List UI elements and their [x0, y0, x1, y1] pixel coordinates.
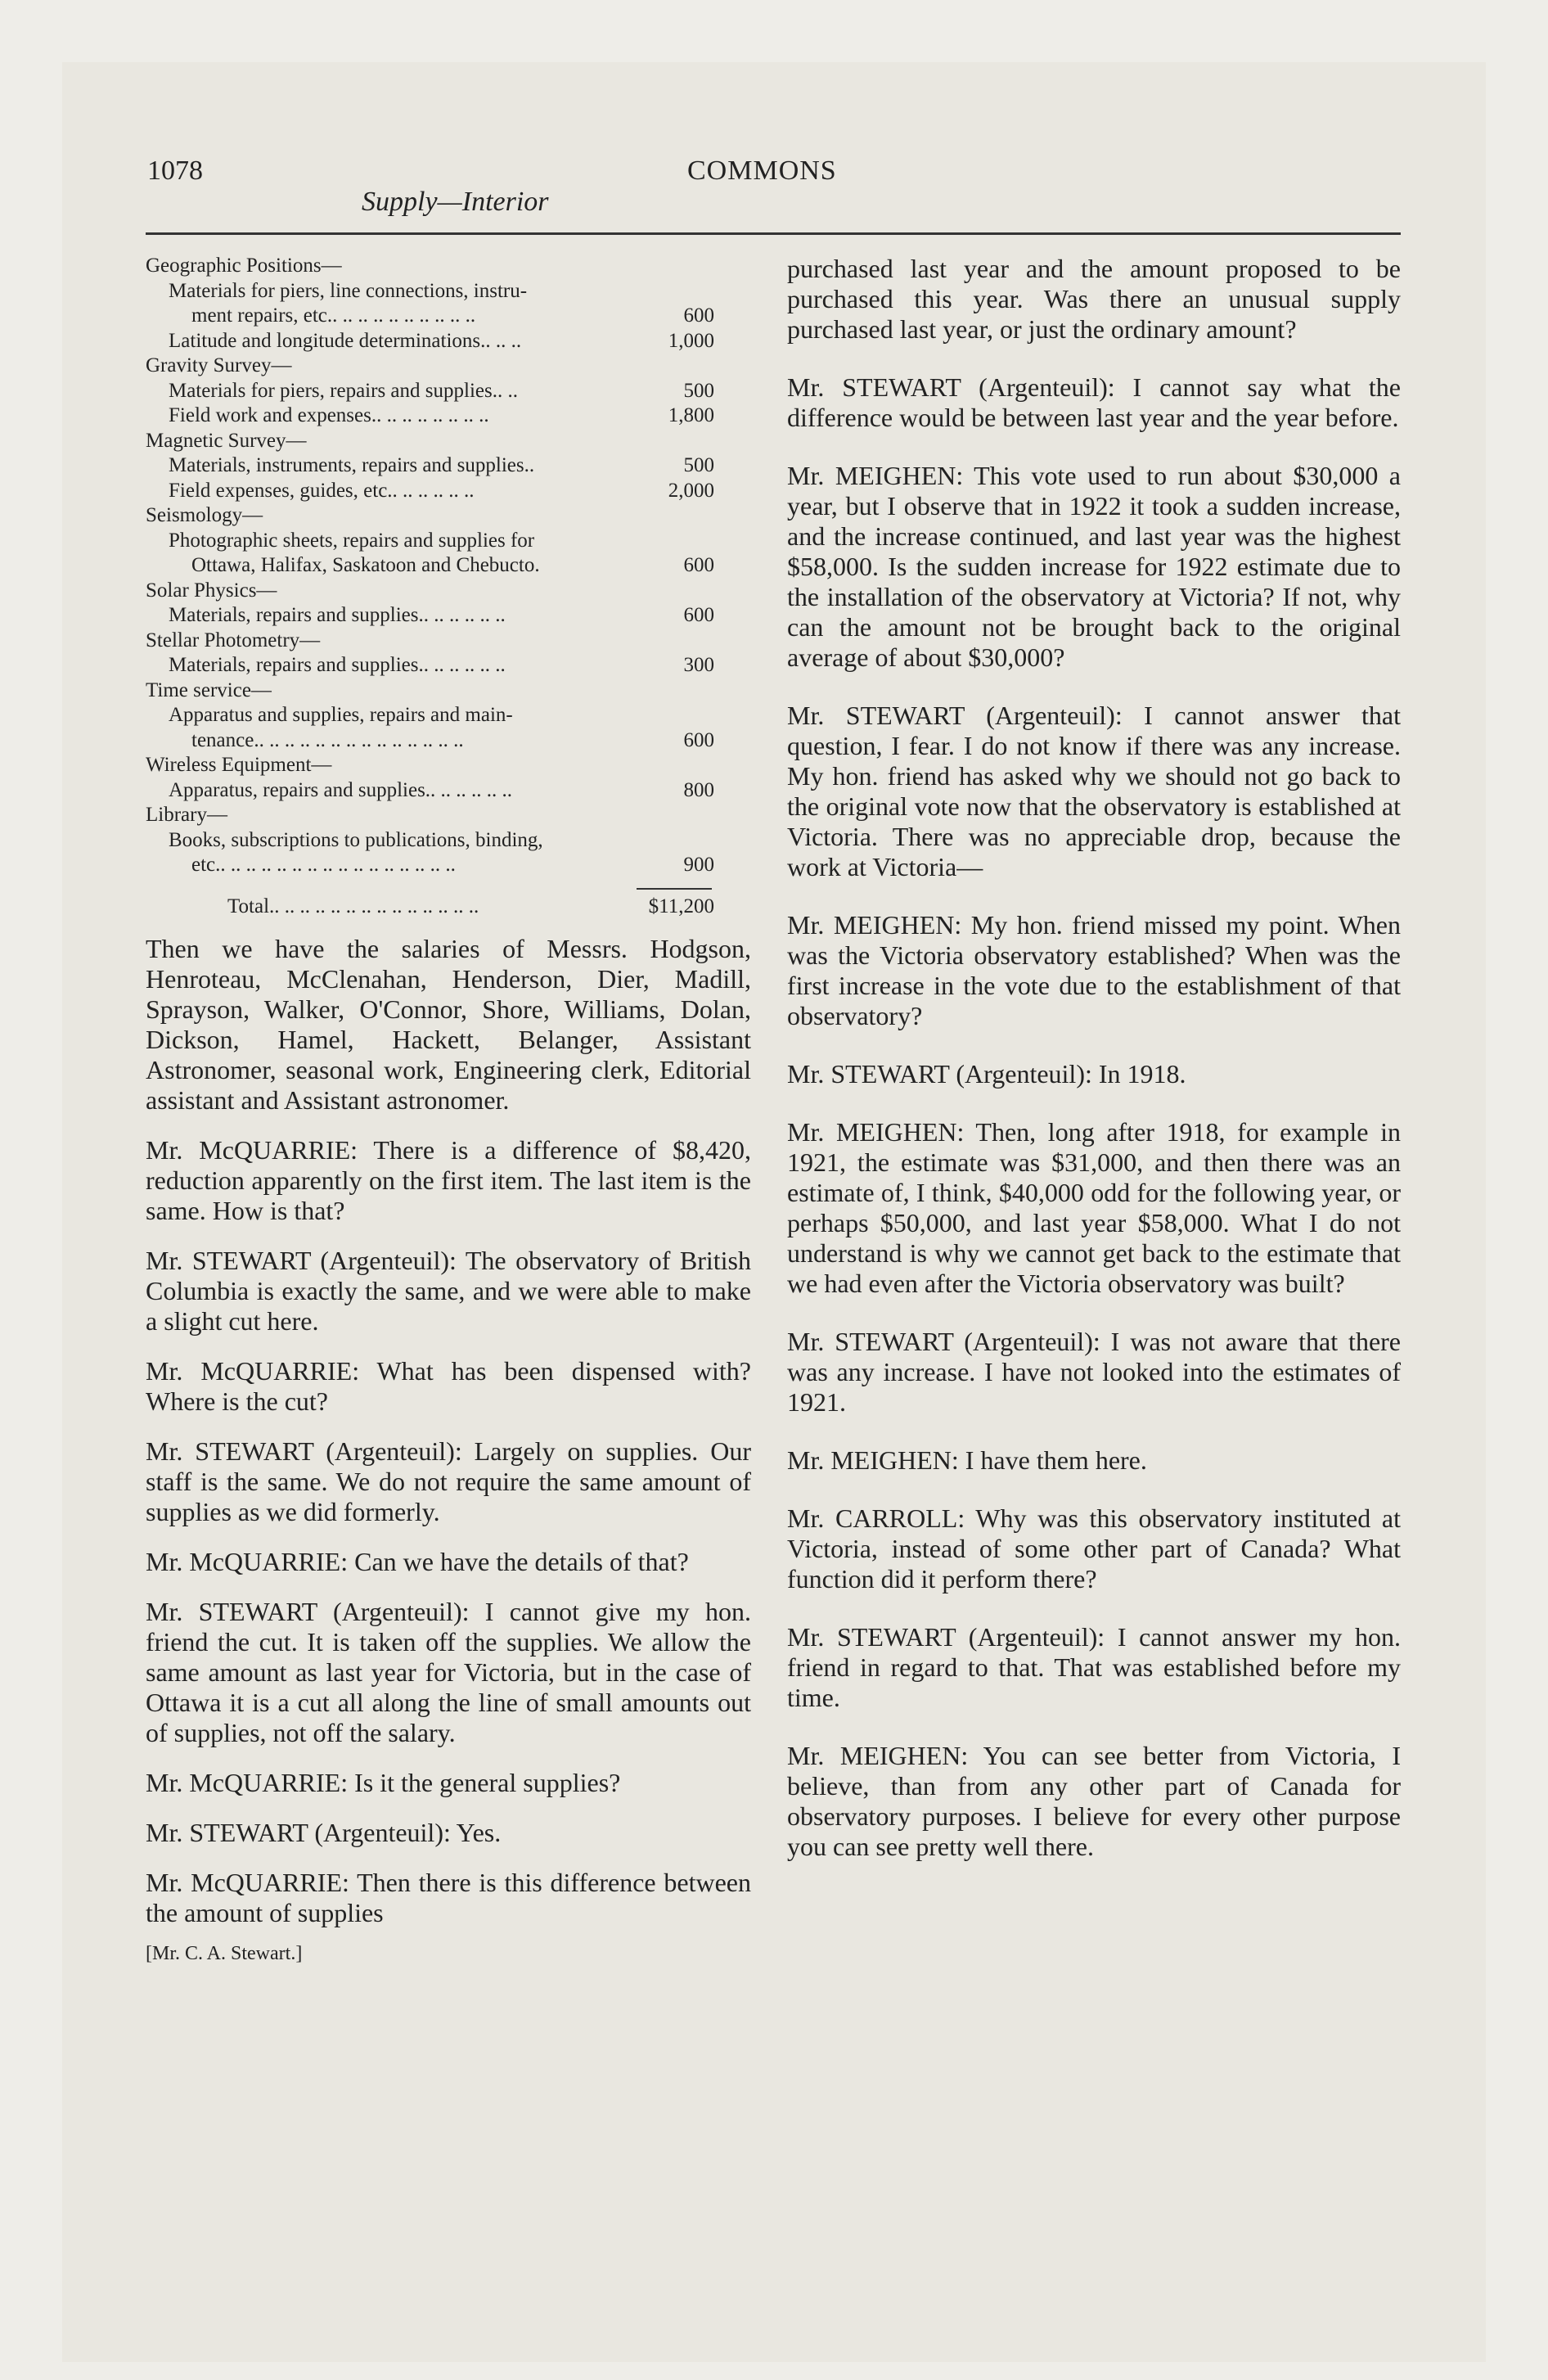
supply-item-amount: 2,000	[668, 479, 714, 502]
supply-row	[146, 778, 714, 804]
supply-row	[146, 403, 714, 429]
paper-title: COMMONS	[687, 156, 837, 186]
right-paragraphs	[787, 254, 1401, 1862]
paragraph: Mr. CARROLL: Why was this observatory instituted at Victoria, instead of some other part of Canada? What function did it perform there?	[787, 1503, 1401, 1593]
supply-item-label: Apparatus and supplies, repairs and main-	[169, 704, 513, 726]
supply-table	[146, 254, 714, 878]
supply-item-label: tenance.. .. .. .. .. .. .. .. .. .. .. .. .. ..	[191, 728, 464, 751]
paragraph: Mr. STEWART (Argenteuil): In 1918.	[787, 1059, 1186, 1089]
supply-row	[146, 429, 714, 454]
supply-item-label: Materials, repairs and supplies.. .. .. .. .. ..	[169, 654, 506, 676]
paragraph: Mr. STEWART (Argenteuil): I cannot say what the difference would be between last year and the year before.	[787, 372, 1401, 432]
supply-item-label: ment repairs, etc.. .. .. .. .. .. .. .. .. ..	[191, 304, 476, 327]
supply-row	[146, 254, 714, 279]
supply-item-label: Time service—	[146, 678, 272, 701]
supply-item-label: Magnetic Survey—	[146, 429, 307, 452]
supply-item-label: Gravity Survey—	[146, 354, 292, 376]
supply-item-label: Materials, instruments, repairs and supplies..	[169, 454, 535, 476]
paragraph: Mr. STEWART (Argenteuil): I cannot give my hon. friend the cut. It is taken off the supplies. We allow the same amount as last year for Victoria, but in the case of Ottawa it is a cut all along the line of small amounts out of supplies, not off the salary.	[146, 1597, 751, 1747]
total-label: Total.. .. .. .. .. .. .. .. .. .. .. .. .. ..	[227, 895, 479, 917]
supply-total-row	[146, 895, 714, 920]
paragraph: Mr. STEWART (Argenteuil): I cannot answer that question, I fear. I do not know if there was any increase. My hon. friend has asked why we should not go back to the original vote now that the observatory is established at Victoria. There was no appreciable drop, because the work at Victoria—	[787, 701, 1401, 881]
paragraph: Mr. MEIGHEN: My hon. friend missed my point. When was the Victoria observatory established? When was the first increase in the vote due to the establishment of that observatory?	[787, 910, 1401, 1030]
footer-note: [Mr. C. A. Stewart.]	[146, 1943, 303, 1964]
supply-row	[146, 279, 714, 304]
supply-item-amount: 1,800	[668, 404, 714, 426]
supply-item-label: Apparatus, repairs and supplies.. .. .. .. .. ..	[169, 778, 513, 801]
supply-row	[146, 503, 714, 529]
paragraph: Mr. STEWART (Argenteuil): Yes.	[146, 1818, 502, 1847]
supply-item-label: Materials, repairs and supplies.. .. .. .. .. ..	[169, 604, 506, 626]
supply-item-label: Materials for piers, line connections, instru-	[169, 279, 528, 302]
supply-row	[146, 629, 714, 654]
supply-item-label: Materials for piers, repairs and supplies.. ..	[169, 379, 518, 402]
supply-row	[146, 479, 714, 504]
paragraph: Mr. STEWART (Argenteuil): I was not aware that there was any increase. I have not looked into the estimates of 1921.	[787, 1327, 1401, 1417]
left-paragraphs	[146, 934, 751, 1928]
supply-row	[146, 828, 714, 854]
paragraph: Mr. McQUARRIE: What has been dispensed with? Where is the cut?	[146, 1356, 751, 1416]
supply-row	[146, 603, 714, 629]
paragraph: Mr. STEWART (Argenteuil): Largely on supplies. Our staff is the same. We do not require the same amount of supplies as we did formerly.	[146, 1436, 751, 1526]
total-rule	[637, 888, 712, 890]
supply-row	[146, 753, 714, 778]
supply-item-amount: 1,000	[668, 329, 714, 352]
page-number: 1078	[147, 156, 203, 186]
supply-row	[146, 678, 714, 704]
supply-item-amount: 900	[683, 854, 714, 876]
supply-item-amount: 800	[683, 778, 714, 801]
supply-row	[146, 529, 714, 554]
supply-row	[146, 379, 714, 404]
supply-item-amount: 600	[683, 304, 714, 327]
supply-row	[146, 579, 714, 604]
supply-row	[146, 803, 714, 828]
supply-item-label: Geographic Positions—	[146, 255, 342, 277]
supply-row	[146, 728, 714, 754]
supply-item-label: Library—	[146, 804, 227, 826]
supply-row	[146, 354, 714, 379]
supply-row	[146, 853, 714, 878]
supply-item-label: Photographic sheets, repairs and supplies for	[169, 529, 535, 552]
supply-item-label: Latitude and longitude determinations.. .. ..	[169, 329, 522, 352]
paragraph: Then we have the salaries of Messrs. Hodgson, Henroteau, McClenahan, Henderson, Dier, Madill, Sprayson, Walker, O'Connor, Shore, Williams, Dolan, Dickson, Hamel, Hackett, Belanger, Assistant Astronomer, seasonal work, Engineering clerk, Editorial assistant and Assistant astronomer.	[146, 934, 751, 1115]
total-amount: $11,200	[648, 895, 714, 917]
left-column	[146, 254, 751, 1965]
supply-item-label: Wireless Equipment—	[146, 754, 332, 776]
supply-item-label: etc.. .. .. .. .. .. .. .. .. .. .. .. .. .. .. ..	[191, 854, 456, 876]
supply-row	[146, 304, 714, 329]
supply-item-amount: 600	[683, 604, 714, 626]
supply-row	[146, 653, 714, 678]
supply-item-amount: 500	[683, 379, 714, 402]
paragraph: Mr. McQUARRIE: Then there is this difference between the amount of supplies	[146, 1868, 751, 1927]
supply-item-label: Field work and expenses.. .. .. .. .. .. .. ..	[169, 404, 489, 426]
supply-row	[146, 329, 714, 354]
paragraph: Mr. McQUARRIE: There is a difference of $8,420, reduction apparently on the first item. The last item is the same. How is that?	[146, 1135, 751, 1225]
supply-item-label: Seismology—	[146, 504, 263, 526]
supply-item-label: Ottawa, Halifax, Saskatoon and Chebucto.	[191, 554, 540, 576]
paragraph: Mr. McQUARRIE: Is it the general supplies?	[146, 1768, 621, 1797]
supply-row	[146, 453, 714, 479]
paragraph: Mr. STEWART (Argenteuil): I cannot answer my hon. friend in regard to that. That was established before my time.	[787, 1622, 1401, 1712]
header-rule	[146, 232, 1401, 235]
supply-item-label: Solar Physics—	[146, 579, 277, 602]
paragraph: Mr. MEIGHEN: You can see better from Victoria, I believe, than from any other part of Canada for observatory purposes. I believe for every other purpose you can see pretty well there.	[787, 1741, 1401, 1861]
supply-item-label: Books, subscriptions to publications, binding,	[169, 828, 543, 851]
supply-item-amount: 500	[683, 454, 714, 476]
paragraph: Mr. McQUARRIE: Can we have the details of that?	[146, 1547, 689, 1576]
paragraph: Mr. STEWART (Argenteuil): The observatory of British Columbia is exactly the same, and we were able to make a slight cut here.	[146, 1246, 751, 1336]
supply-row	[146, 703, 714, 728]
supply-item-amount: 600	[683, 554, 714, 576]
page-header	[147, 156, 1399, 229]
paragraph: Mr. MEIGHEN: I have them here.	[787, 1445, 1147, 1475]
right-column	[787, 254, 1401, 1890]
supply-item-amount: 600	[683, 728, 714, 751]
supply-row	[146, 553, 714, 579]
supply-item-amount: 300	[683, 654, 714, 676]
supply-item-label: Field expenses, guides, etc.. .. .. .. .. ..	[169, 479, 475, 502]
paragraph: Mr. MEIGHEN: Then, long after 1918, for example in 1921, the estimate was $31,000, and then there was an estimate of, I think, $40,000 odd for the following year, or perhaps $50,000, and last year $58,000. What I do not understand is why we cannot get back to the estimate that we had even after the Victoria observatory was built?	[787, 1117, 1401, 1298]
section-title: Supply—Interior	[362, 187, 549, 217]
paragraph: purchased last year and the amount proposed to be purchased this year. Was there an unusual supply purchased last year, or just the ordinary amount?	[787, 254, 1401, 344]
paragraph: Mr. MEIGHEN: This vote used to run about $30,000 a year, but I observe that in 1922 it took a sudden increase, and the increase continued, and last year was the highest $58,000. Is the sudden increase for 1922 estimate due to the installation of the observatory at Victoria? If not, why can the amount not be brought back to the original average of about $30,000?	[787, 461, 1401, 672]
supply-item-label: Stellar Photometry—	[146, 629, 321, 651]
